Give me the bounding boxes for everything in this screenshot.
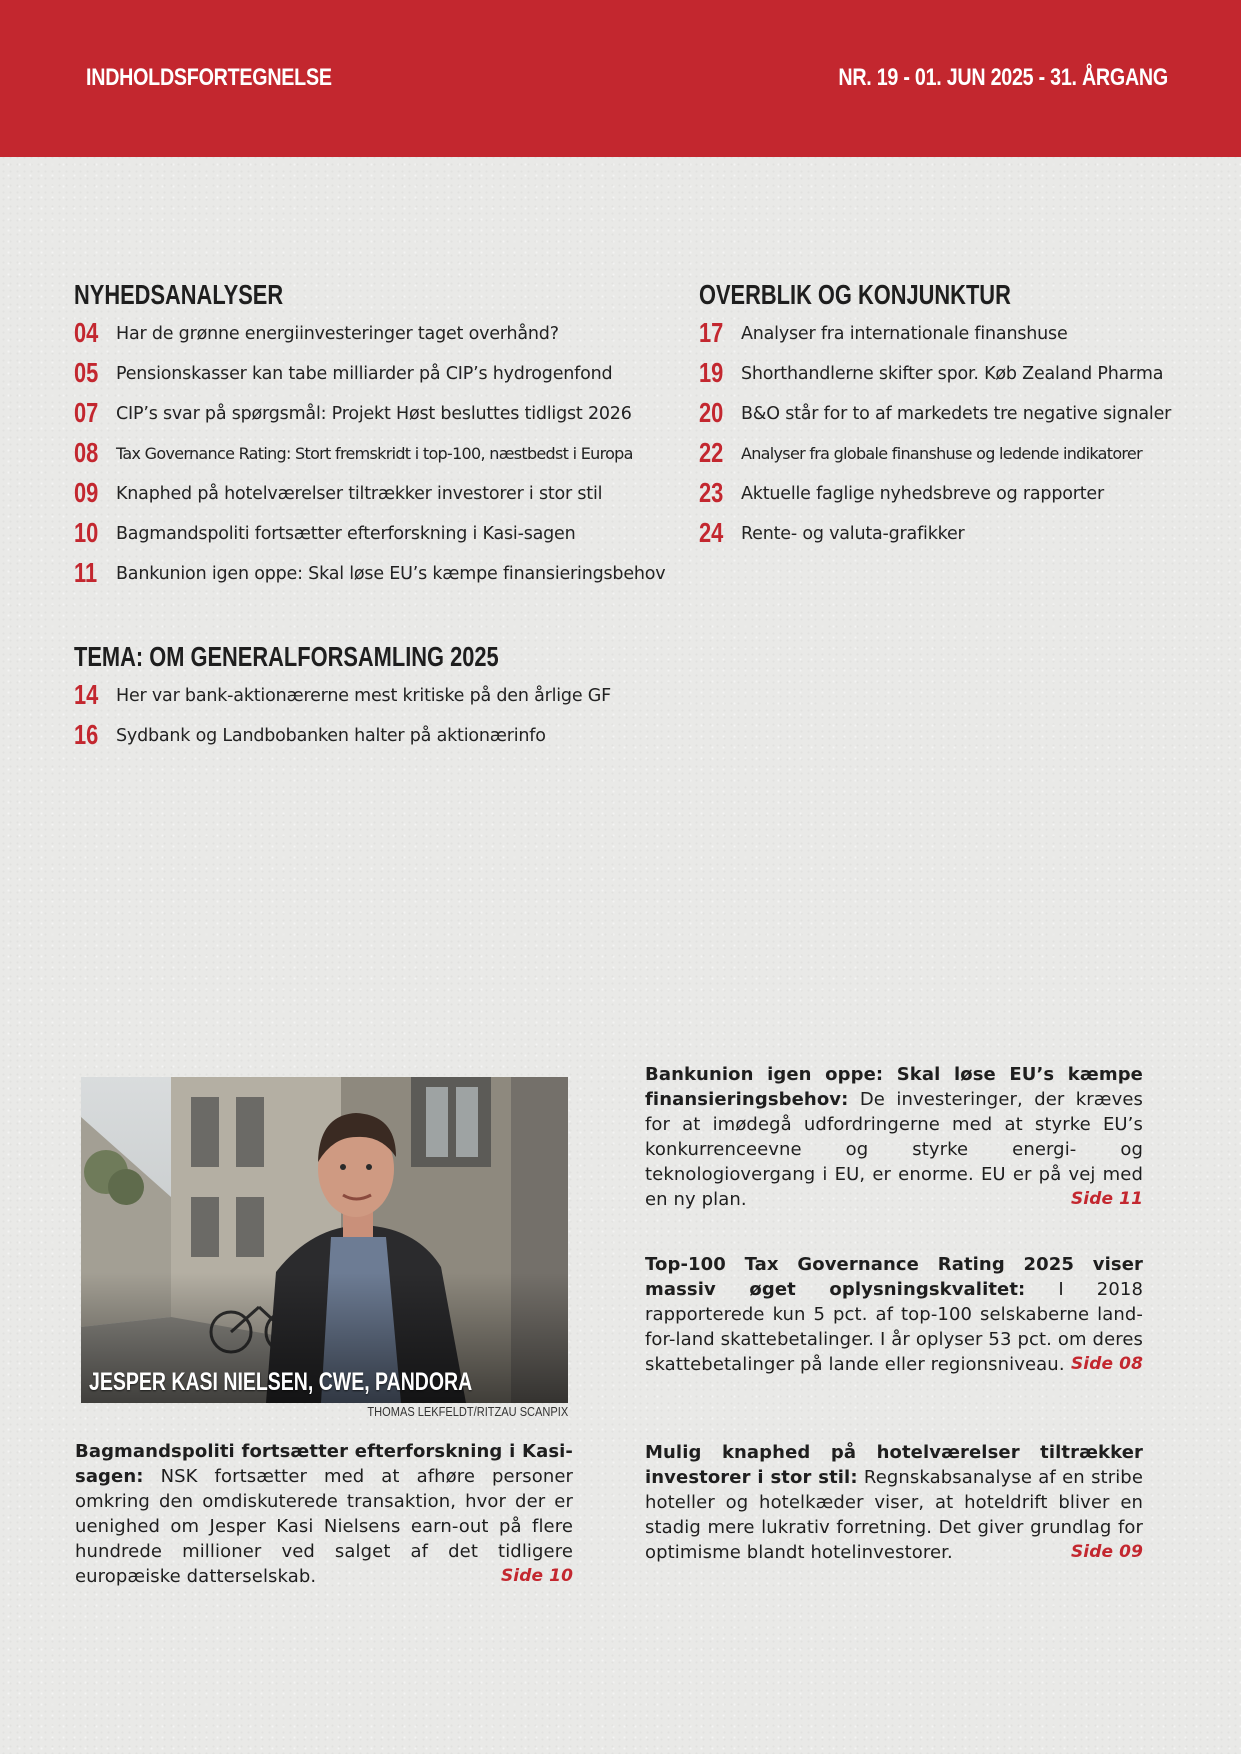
article-teaser-bankunion[interactable]	[645, 1062, 1143, 1212]
section-title: TEMA: OM GENERALFORSAMLING 2025	[74, 641, 499, 672]
toc-item[interactable]	[74, 316, 674, 356]
article-body: Regnskabsanalyse af en stribe hoteller og hotelkæder viser, at hoteldrift bliver en stadig mere lukrativ forretning. Det giver grundlag for optimisme blandt hotelinvestorer.	[645, 1467, 1144, 1563]
toc-item[interactable]	[74, 678, 674, 718]
toc-item-title: Analyser fra internationale finanshuse	[741, 324, 1068, 344]
toc-item-title: Knaphed på hotelværelser tiltrækker investorer i stor stil	[116, 484, 603, 504]
toc-item-title: Bankunion igen oppe: Skal løse EU’s kæmpe finansieringsbehov	[116, 564, 666, 584]
toc-item[interactable]	[74, 356, 674, 396]
page-number: 17	[699, 317, 724, 348]
toc-item-title: Pensionskasser kan tabe milliarder på CIP’s hydrogenfond	[116, 364, 613, 384]
toc-item-title: Tax Governance Rating: Stort fremskridt i top-100, næstbedst i Europa	[116, 444, 633, 463]
section-title: NYHEDSANALYSER	[74, 279, 284, 310]
toc-section-nyhedsanalyser	[74, 278, 674, 596]
article-page-ref[interactable]: Side 09	[1070, 1542, 1143, 1562]
toc-section-tema	[74, 640, 674, 758]
toc-item[interactable]	[699, 396, 1229, 436]
toc-item-title: Rente- og valuta-grafikker	[741, 524, 965, 544]
toc-item[interactable]	[699, 356, 1229, 396]
page-number: 07	[74, 397, 99, 428]
toc-item[interactable]	[74, 436, 674, 476]
toc-item-title: Analyser fra globale finanshuse og ledende indikatorer	[741, 444, 1142, 463]
page-number: 14	[74, 679, 99, 710]
article-teaser-tax[interactable]	[645, 1252, 1143, 1377]
article-page-ref[interactable]: Side 08	[1070, 1354, 1143, 1374]
article-teaser-kasi[interactable]	[75, 1439, 573, 1589]
article-page-ref[interactable]: Side 11	[1070, 1189, 1143, 1209]
toc-item[interactable]	[74, 516, 674, 556]
article-body: De investeringer, der kræves for at imødegå udfordringerne med at styrke EU’s konkurrenceevne og styrke energi- og teknologiovergang i EU, er enorme. EU er på vej med en ny plan.	[645, 1089, 1143, 1210]
toc-item-title: Aktuelle faglige nyhedsbreve og rapporter	[741, 484, 1104, 504]
toc-item[interactable]	[699, 436, 1229, 476]
page-number: 04	[74, 317, 99, 348]
photo-credit: THOMAS LEKFELDT/RITZAU SCANPIX	[367, 1404, 568, 1419]
toc-item-title: Har de grønne energiinvesteringer taget overhånd?	[116, 324, 559, 344]
page-number: 22	[699, 437, 724, 468]
article-headline: Top-100 Tax Governance Rating 2025 viser massiv øget oplysningskvalitet:	[645, 1254, 1143, 1300]
page-number: 05	[74, 357, 99, 388]
issue-info: NR. 19 - 01. JUN 2025 - 31. ÅRGANG	[838, 64, 1168, 91]
page-number: 11	[74, 557, 98, 588]
toc-item-title: Shorthandlerne skifter spor. Køb Zealand Pharma	[741, 364, 1164, 384]
toc-item-title: CIP’s svar på spørgsmål: Projekt Høst besluttes tidligst 2026	[116, 404, 632, 424]
toc-section-overblik	[699, 278, 1229, 556]
toc-item-title: Bagmandspoliti fortsætter efterforskning i Kasi-sagen	[116, 524, 576, 544]
article-page-ref[interactable]: Side 10	[500, 1566, 573, 1586]
portrait-illustration	[81, 1077, 568, 1403]
section-title: OVERBLIK OG KONJUNKTUR	[699, 279, 1011, 310]
article-photo	[81, 1077, 568, 1403]
toc-item[interactable]	[74, 476, 674, 516]
article-body: I 2018 rapporterede kun 5 pct. af top-100 selskaberne land-for-land skattebetalinger. I år oplyser 53 pct. om deres skattebetalinger på lande eller regionsniveau.	[645, 1279, 1143, 1375]
article-headline: Bankunion igen oppe: Skal løse EU’s kæmpe finansieringsbehov:	[645, 1064, 1143, 1110]
article-headline: Mulig knaphed på hotelværelser tiltrækker investorer i stor stil:	[645, 1442, 1143, 1488]
page-number: 16	[74, 719, 99, 750]
article-teaser-hotel[interactable]	[645, 1440, 1143, 1565]
page-number: 20	[699, 397, 724, 428]
toc-item[interactable]	[74, 396, 674, 436]
toc-item-title: B&O står for to af markedets tre negative signaler	[741, 404, 1172, 424]
page-number: 10	[74, 517, 99, 548]
toc-item[interactable]	[74, 556, 674, 596]
toc-item[interactable]	[74, 718, 674, 758]
toc-item-title: Sydbank og Landbobanken halter på aktionærinfo	[116, 726, 546, 746]
photo-caption: JESPER KASI NIELSEN, CWE, PANDORA	[89, 1368, 473, 1396]
article-body: NSK fortsætter med at afhøre personer omkring den omdiskuterede transaktion, hvor der er uenighed om Jesper Kasi Nielsens earn-out på flere hundrede millioner ved salget af det tidligere europæiske datterselskab.	[75, 1466, 573, 1587]
section-label: INDHOLDSFORTEGNELSE	[86, 64, 332, 91]
article-headline: Bagmandspoliti fortsætter efterforskning i Kasi-sagen:	[75, 1441, 573, 1487]
page-number: 24	[699, 517, 724, 548]
page-number: 09	[74, 477, 99, 508]
page-number: 23	[699, 477, 724, 508]
toc-item-title: Her var bank-aktionærerne mest kritiske på den årlige GF	[116, 686, 612, 706]
page-number: 08	[74, 437, 99, 468]
toc-item[interactable]	[699, 476, 1229, 516]
page-number: 19	[699, 357, 724, 388]
toc-item[interactable]	[699, 516, 1229, 556]
header-bar	[0, 0, 1241, 157]
toc-item[interactable]	[699, 316, 1229, 356]
